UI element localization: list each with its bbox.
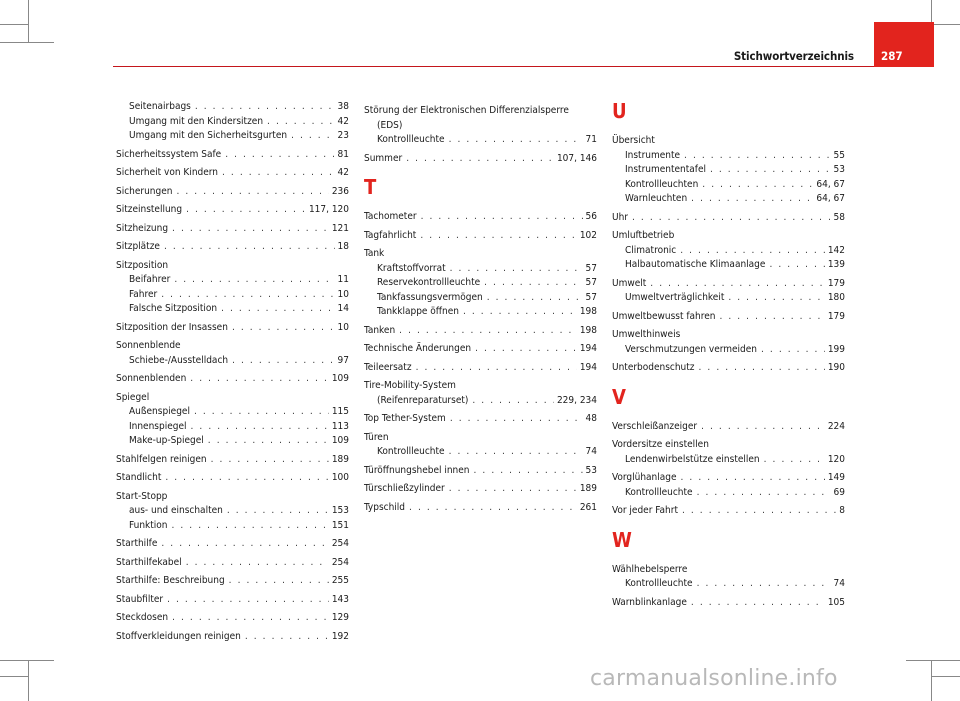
index-entry-term: Kontrollleuchte (377, 134, 445, 145)
index-entry-term: Umwelt (612, 277, 647, 289)
dot-leader (421, 210, 583, 225)
index-entry-page: 109 (331, 373, 349, 384)
index-entry (612, 504, 845, 519)
index-entry-term: Beifahrer (129, 274, 171, 285)
index-entry-page: 64, 67 (816, 193, 845, 204)
dot-leader (484, 276, 582, 291)
dot-leader (699, 361, 825, 376)
index-entry-term: Sicherheit von Kindern (116, 167, 219, 178)
index-entry (364, 133, 597, 148)
crop-mark (28, 0, 29, 42)
index-entry-page: 192 (331, 630, 349, 642)
dot-leader (176, 185, 328, 200)
index-entry-term: Stoffverkleidungen reinigen (116, 630, 241, 642)
dot-leader (208, 434, 329, 449)
index-entry (364, 324, 597, 339)
dot-leader (474, 464, 583, 479)
index-entry-term: Vorglühanlage (612, 472, 677, 483)
index-letter-heading: T (364, 175, 377, 199)
index-entry-term: Make-up-Spiegel (129, 435, 204, 446)
dot-leader (161, 537, 328, 552)
index-entry-term: Schiebe-/Ausstelldach (129, 354, 229, 366)
index-entry-term: Instrumententafel (625, 164, 706, 175)
dot-leader (681, 471, 825, 486)
index-entry-term: Technische Änderungen (364, 343, 472, 354)
index-entry (116, 203, 349, 218)
index-entry-page: 179 (827, 310, 845, 322)
index-entry-term: Summer (364, 152, 403, 164)
index-entry-page: 102 (579, 229, 597, 241)
crop-mark (931, 660, 932, 701)
index-entry (612, 486, 845, 501)
index-entry-page: 57 (585, 277, 597, 288)
dot-leader (227, 504, 329, 519)
index-entry (364, 445, 597, 460)
index-entry (116, 240, 349, 255)
dot-leader (291, 129, 334, 144)
index-entry-page: 254 (331, 556, 349, 568)
index-group-heading: (EDS) (377, 119, 403, 131)
index-entry (116, 453, 349, 468)
dot-leader (450, 412, 583, 427)
crop-mark (28, 660, 29, 701)
dot-leader (409, 501, 577, 516)
index-entry-page: 53 (833, 164, 845, 175)
index-entry-page: 190 (827, 362, 845, 373)
index-entry (612, 178, 845, 193)
index-entry-page: 198 (579, 324, 597, 336)
index-letter-heading: U (612, 99, 627, 123)
dot-leader (682, 504, 836, 519)
dot-leader (191, 420, 329, 435)
index-entry-term: Kontrollleuchte (625, 578, 693, 589)
index-entry-page: 194 (579, 361, 597, 373)
index-entry (116, 574, 349, 589)
index-entry (116, 222, 349, 237)
index-entry (364, 210, 597, 225)
dot-leader (171, 519, 328, 534)
dot-leader (161, 288, 334, 303)
index-entry-term: Sitzplätze (116, 241, 160, 252)
index-entry-term: Umgang mit den Kindersitzen (129, 115, 264, 127)
index-entry (612, 361, 845, 376)
dot-leader (697, 577, 831, 592)
index-letter-heading: W (612, 527, 632, 552)
dot-leader (764, 453, 825, 468)
index-entry (364, 276, 597, 291)
index-entry (364, 342, 597, 357)
index-entry (364, 361, 597, 376)
index-entry-term: Reservekontrollleuchte (377, 277, 481, 288)
index-entry-page: 121 (331, 222, 349, 234)
index-entry-term: Tankklappe öffnen (377, 306, 459, 317)
dot-leader (195, 100, 335, 115)
index-entry-page: 10 (337, 288, 349, 300)
index-entry (612, 244, 845, 259)
section-title: Stichwortverzeichnis (733, 49, 854, 63)
index-entry-page: 153 (331, 505, 349, 516)
crop-mark (931, 676, 960, 677)
index-entry (612, 420, 845, 435)
dot-leader (472, 394, 554, 409)
index-entry (612, 471, 845, 486)
index-entry-page: 53 (585, 464, 597, 476)
dot-leader (211, 453, 329, 468)
index-entry (116, 537, 349, 552)
index-entry (612, 192, 845, 207)
index-group-heading: Tank (364, 248, 385, 259)
index-entry-term: Top Tether-System (364, 413, 446, 424)
index-entry-term: Lendenwirbelstütze einstellen (625, 453, 760, 465)
index-entry-page: 81 (337, 148, 349, 160)
index-entry-term: Stahlfelgen reinigen (116, 453, 207, 465)
index-entry-page: 48 (585, 413, 597, 424)
dot-leader (702, 178, 813, 193)
index-entry-page: 189 (331, 453, 349, 465)
index-entry (612, 596, 845, 611)
dot-leader (728, 291, 824, 306)
index-entry-page: 254 (331, 538, 349, 549)
dot-leader (229, 574, 329, 589)
index-entry-page: 57 (585, 262, 597, 274)
index-entry (364, 394, 597, 409)
dot-leader (194, 405, 329, 420)
index-entry (612, 453, 845, 468)
index-entry-page: 42 (337, 115, 349, 127)
index-entry-term: Instrumente (625, 149, 681, 161)
dot-leader (172, 611, 329, 626)
index-entry-term: Sitzposition der Insassen (116, 321, 228, 333)
watermark: carmanualsonline.info (590, 666, 838, 691)
index-entry (612, 258, 845, 273)
index-entry (612, 277, 845, 292)
index-entry-page: 117, 120 (308, 204, 349, 215)
index-entry (116, 115, 349, 130)
index-entry-term: Vor jeder Fahrt (612, 505, 678, 516)
index-entry-term: Umweltbewusst fahren (612, 310, 716, 322)
index-entry-term: Außenspiegel (129, 406, 190, 417)
index-entry-term: Sitzheizung (116, 222, 169, 234)
index-letter-heading: V (612, 384, 626, 409)
index-entry-term: aus- und einschalten (129, 505, 223, 516)
index-entry-term: Verschmutzungen vermeiden (625, 343, 758, 355)
index-entry (116, 420, 349, 435)
dot-leader (475, 342, 577, 357)
dot-leader (225, 148, 334, 163)
index-entry-page: 142 (827, 244, 845, 256)
index-entry-term: Warnblinkanlage (612, 596, 687, 608)
crop-mark (906, 660, 960, 661)
index-entry (364, 501, 597, 516)
index-entry-term: Umweltverträglichkeit (625, 292, 725, 303)
index-entry-page: 229, 234 (556, 394, 597, 406)
index-entry-term: Fahrer (129, 288, 158, 300)
index-entry-term: Teileersatz (364, 361, 412, 373)
index-entry-term: Kraftstoffvorrat (377, 262, 446, 274)
index-entry (116, 611, 349, 626)
index-entry-term: Sicherheitssystem Safe (116, 148, 222, 160)
dot-leader (691, 596, 825, 611)
index-entry (116, 166, 349, 181)
index-entry-term: Climatronic (625, 244, 677, 256)
index-entry-page: 64, 67 (816, 178, 845, 190)
index-entry-term: (Reifenreparaturset) (377, 394, 469, 406)
index-entry (116, 321, 349, 336)
dot-leader (463, 305, 577, 320)
dot-leader (719, 310, 824, 325)
index-entry-page: 10 (337, 321, 349, 333)
index-entry (116, 405, 349, 420)
dot-leader (710, 163, 831, 178)
dot-leader (680, 244, 825, 259)
dot-leader (761, 343, 825, 358)
index-entry-page: 224 (827, 420, 845, 432)
dot-leader (650, 277, 825, 292)
index-group-heading: Sitzposition (116, 259, 169, 271)
index-entry-page: 143 (331, 593, 349, 605)
index-entry (364, 262, 597, 277)
index-entry-page: 23 (337, 130, 349, 141)
dot-leader (186, 556, 329, 571)
dot-leader (691, 192, 813, 207)
index-entry (364, 152, 597, 167)
index-entry-term: Verschleißanzeiger (612, 420, 698, 432)
crop-mark (0, 676, 28, 677)
index-entry (612, 343, 845, 358)
index-group-heading: Start-Stopp (116, 490, 168, 502)
index-entry (116, 302, 349, 317)
dot-leader (221, 302, 334, 317)
index-entry-page: 14 (337, 303, 349, 314)
dot-leader (232, 321, 335, 336)
index-entry-page: 57 (585, 291, 597, 303)
index-entry (364, 229, 597, 244)
dot-leader (697, 486, 831, 501)
index-entry (116, 148, 349, 163)
index-entry (612, 211, 845, 226)
index-entry-page: 180 (827, 292, 845, 303)
dot-leader (165, 471, 328, 486)
index-group-heading: Wählhebelsperre (612, 563, 688, 575)
index-entry-page: 8 (839, 505, 845, 516)
crop-mark (0, 660, 54, 661)
dot-leader (684, 149, 831, 164)
index-entry-term: Kontrollleuchten (625, 178, 699, 190)
dot-leader (632, 211, 831, 226)
index-entry-term: Kontrollleuchte (377, 446, 445, 457)
index-entry (116, 630, 349, 645)
index-entry (364, 291, 597, 306)
index-entry-term: Sicherungen (116, 185, 173, 197)
index-entry-term: Starthilfekabel (116, 556, 182, 568)
index-entry-term: Starthilfe: Beschreibung (116, 575, 225, 586)
index-entry (116, 504, 349, 519)
index-entry-page: 120 (827, 453, 845, 465)
dot-leader (174, 273, 334, 288)
index-entry-term: Staubfilter (116, 593, 164, 605)
dot-leader (222, 166, 335, 181)
dot-leader (487, 291, 583, 306)
index-entry-page: 38 (337, 101, 349, 112)
index-entry-page: 11 (337, 274, 349, 285)
index-entry-page: 198 (579, 306, 597, 317)
index-entry-term: Innenspiegel (129, 420, 187, 432)
index-entry (116, 471, 349, 486)
index-entry-term: Unterbodenschutz (612, 362, 695, 373)
index-entry-term: Starthilfe (116, 538, 158, 549)
dot-leader (399, 324, 577, 339)
index-entry (364, 305, 597, 320)
index-entry (612, 149, 845, 164)
header-rule (113, 66, 933, 67)
index-entry-page: 56 (585, 211, 597, 222)
index-entry-term: Warnleuchten (625, 193, 688, 204)
index-entry-page: 107, 146 (556, 152, 597, 164)
index-entry-page: 105 (827, 596, 845, 608)
crop-mark (931, 24, 960, 25)
dot-leader (267, 115, 335, 130)
index-entry-page: 139 (827, 259, 845, 270)
index-entry (116, 129, 349, 144)
index-entry-page: 74 (833, 578, 845, 589)
index-group-heading: Sonnenblende (116, 340, 181, 351)
index-entry-term: Tagfahrlicht (364, 229, 417, 241)
dot-leader (450, 262, 583, 277)
dot-leader (416, 361, 577, 376)
index-entry (116, 100, 349, 115)
dot-leader (769, 258, 824, 273)
index-group-heading: Umwelthinweis (612, 329, 681, 340)
index-entry (116, 593, 349, 608)
index-entry-page: 97 (337, 354, 349, 366)
index-entry-page: 71 (585, 134, 597, 145)
crop-mark (0, 24, 28, 25)
dot-leader (186, 203, 306, 218)
index-group-heading: Störung der Elektronischen Differenzialsperre (364, 105, 569, 116)
index-entry (116, 372, 349, 387)
index-group-heading: Umluftbetrieb (612, 230, 675, 241)
index-entry (364, 464, 597, 479)
index-entry-page: 115 (331, 406, 349, 417)
dot-leader (449, 482, 577, 497)
index-entry-term: Halbautomatische Klimaanlage (625, 259, 766, 270)
index-column-3 (612, 100, 845, 610)
index-entry-page: 199 (827, 343, 845, 355)
index-entry-term: Tanken (364, 324, 396, 336)
index-entry (116, 288, 349, 303)
index-entry-term: Umgang mit den Sicherheitsgurten (129, 130, 288, 141)
index-entry-page: 55 (833, 149, 845, 161)
index-entry (116, 556, 349, 571)
index-entry-term: Sitzeinstellung (116, 204, 183, 215)
index-group-heading: Spiegel (116, 391, 150, 403)
index-entry (116, 354, 349, 369)
index-entry-page: 18 (337, 241, 349, 252)
index-entry-term: Uhr (612, 211, 628, 223)
index-column-2 (364, 100, 597, 515)
index-entry (116, 185, 349, 200)
index-entry-term: Typschild (364, 501, 406, 513)
page-number: 287 (881, 49, 903, 63)
index-entry-term: Sonnenblenden (116, 373, 187, 384)
index-entry-term: Tankfassungsvermögen (377, 291, 483, 303)
dot-leader (172, 222, 329, 237)
index-entry (612, 163, 845, 178)
index-group-heading: Türen (364, 431, 389, 443)
index-entry (116, 273, 349, 288)
dot-leader (167, 593, 329, 608)
index-entry-term: Standlicht (116, 472, 162, 483)
index-entry (612, 310, 845, 325)
index-entry-page: 69 (833, 486, 845, 498)
index-entry-page: 189 (579, 483, 597, 494)
index-group-heading: Vordersitze einstellen (612, 439, 709, 450)
index-column-1 (116, 100, 349, 644)
index-entry (364, 412, 597, 427)
index-entry-page: 109 (331, 435, 349, 446)
index-entry-term: Seitenairbags (129, 101, 191, 112)
dot-leader (406, 152, 554, 167)
index-entry (612, 291, 845, 306)
index-entry (612, 577, 845, 592)
index-entry (116, 434, 349, 449)
index-entry-page: 261 (579, 501, 597, 513)
index-entry-term: Steckdosen (116, 612, 169, 623)
index-entry-page: 58 (833, 211, 845, 223)
dot-leader (232, 354, 334, 369)
index-entry-term: Türöffnungshebel innen (364, 464, 470, 476)
index-entry-page: 179 (827, 277, 845, 289)
index-entry-page: 100 (331, 472, 349, 483)
dot-leader (164, 240, 335, 255)
index-entry-page: 255 (331, 575, 349, 586)
index-entry-page: 194 (579, 343, 597, 354)
dot-leader (449, 445, 583, 460)
dot-leader (190, 372, 329, 387)
index-entry (116, 519, 349, 534)
index-group-heading: Übersicht (612, 135, 655, 146)
dot-leader (701, 420, 825, 435)
index-entry-term: Türschließzylinder (364, 483, 445, 494)
dot-leader (245, 630, 329, 645)
crop-mark (0, 42, 54, 43)
index-entry-term: Kontrollleuchte (625, 486, 693, 498)
index-entry-page: 113 (331, 420, 349, 432)
index-entry-page: 42 (337, 167, 349, 178)
index-entry-page: 74 (585, 446, 597, 457)
dot-leader (420, 229, 577, 244)
index-entry-term: Funktion (129, 519, 168, 531)
dot-leader (449, 133, 583, 148)
index-entry-term: Falsche Sitzposition (129, 303, 218, 314)
index-entry (364, 482, 597, 497)
index-entry-page: 151 (331, 519, 349, 531)
index-entry-page: 129 (331, 612, 349, 623)
index-entry-page: 236 (331, 185, 349, 197)
index-entry-page: 149 (827, 472, 845, 483)
index-group-heading: Tire-Mobility-System (364, 380, 456, 391)
index-entry-term: Tachometer (364, 211, 417, 222)
